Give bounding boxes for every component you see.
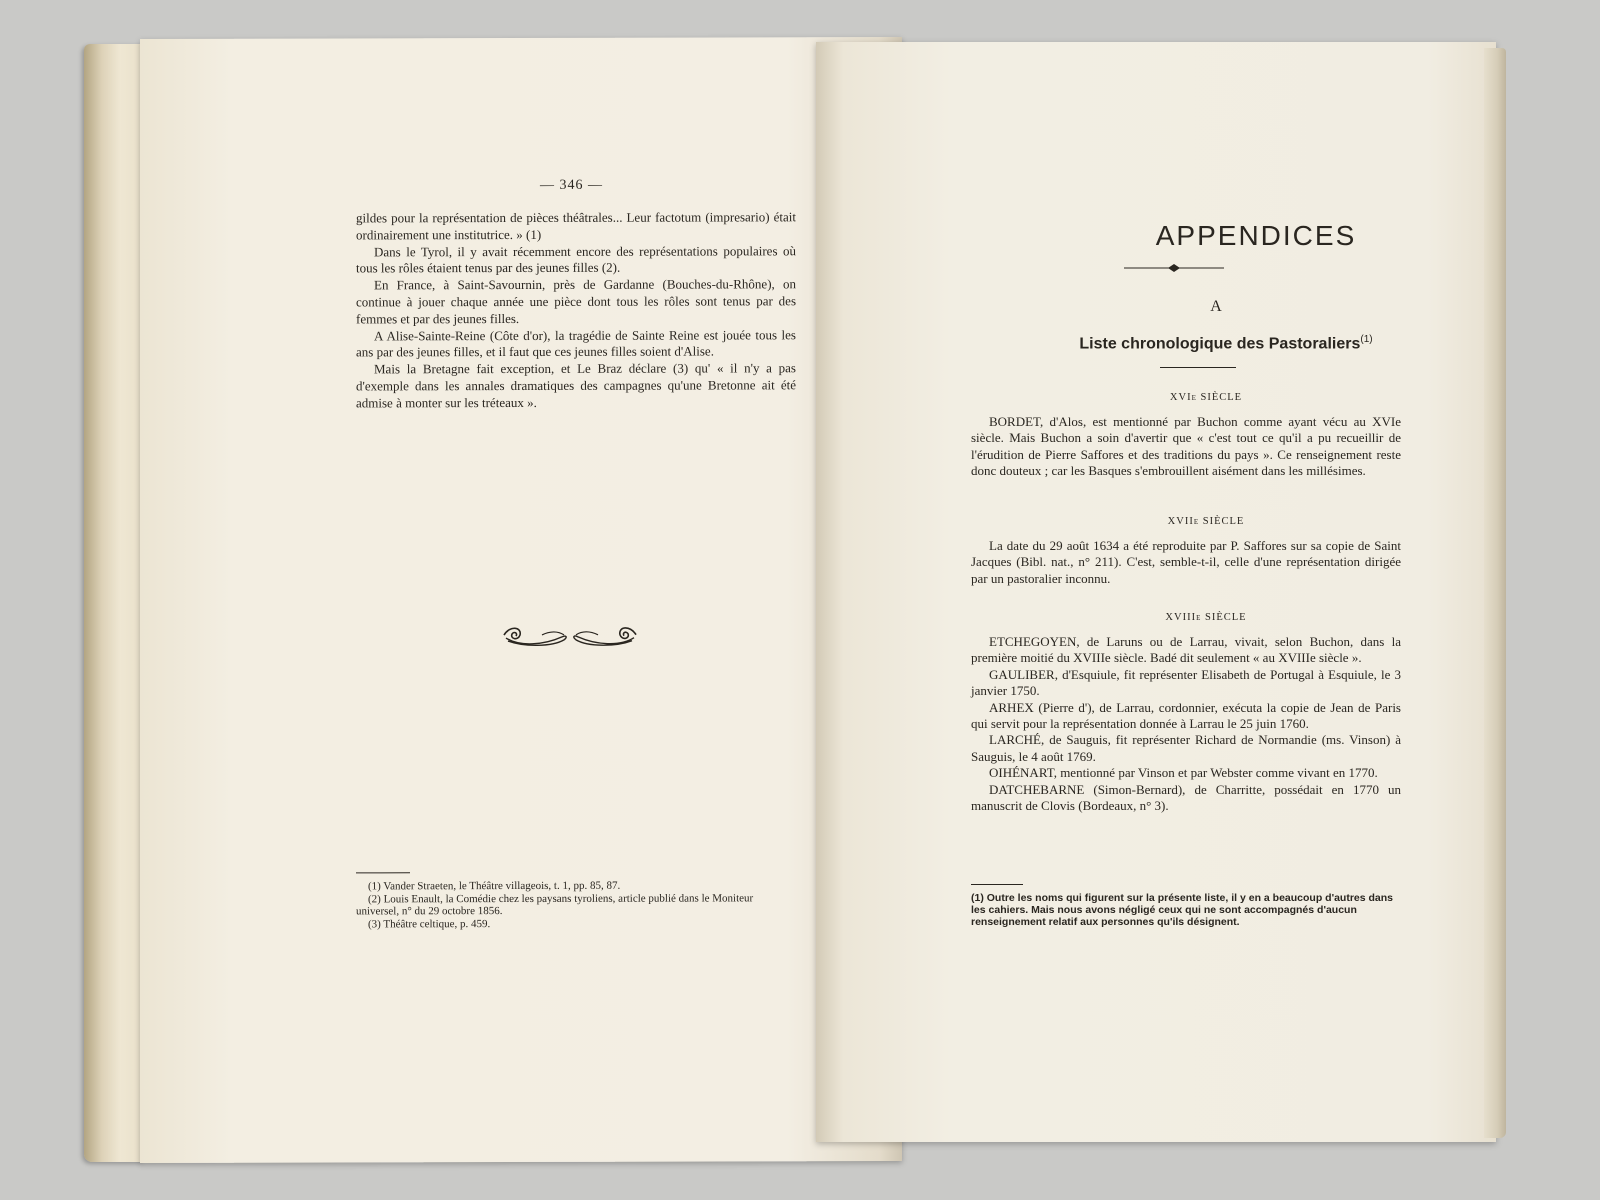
footnote: (1) Outre les noms qui figurent sur la présente liste, il y en a beaucoup d'autres dans les cahiers. Mais nous avons négligé ceux qui ne sont accompagnés d'aucun renseignement relatif aux personnes qu'ils désignent. [971, 892, 1394, 928]
page-number: — 346 — [540, 177, 603, 193]
right-page [816, 42, 1496, 1142]
right-footnote [971, 892, 1401, 928]
footnote-rule [971, 884, 1023, 885]
left-body-text [356, 209, 796, 412]
left-footnotes [356, 879, 796, 930]
century-text [971, 414, 1401, 480]
century-heading: XVIIe SIÈCLE [1167, 516, 1245, 527]
page-edges-right [1484, 48, 1506, 1138]
paragraph: La date du 29 août 1634 a été reproduite par P. Saffores sur sa copie de Saint Jacques (Bibl. nat., n° 211). C'est, semble-t-il, celle d'une représentation dirigée par un pastoralier inconnu. [971, 538, 1401, 586]
open-book [84, 38, 1516, 1168]
century-heading: XVIe SIÈCLE [1169, 392, 1243, 403]
paragraph: BORDET, d'Alos, est mentionné par Buchon comme ayant vécu au XVIe siècle. Mais Buchon a soin d'avertir que « c'est tout ce qu'il a pu recueillir de l'érudition de Pierre Saffores et des traditions du pays ». Ce renseignement reste donc douteux ; car les Basques s'embrouillent aisément dans les millésimes. [971, 414, 1401, 479]
footnote: (2) Louis Enault, la Comédie chez les paysans tyroliens, article publié dans le Moniteur universel, n° du 29 octobre 1856. [356, 891, 754, 918]
page-edges-left [84, 44, 144, 1162]
paragraph: LARCHÉ, de Sauguis, fit représenter Richard de Normandie (ms. Vinson) à Sauguis, le 4 août 1769. [971, 732, 1401, 764]
century-text [971, 634, 1401, 814]
scroll-ornament-icon [500, 623, 640, 653]
list-title [946, 334, 1506, 353]
appendices-heading: APPENDICES [1155, 220, 1357, 251]
footnote: (1) Vander Straeten, le Théâtre villageois, t. 1, pp. 85, 87. [368, 879, 621, 893]
paragraph: En France, à Saint-Savournin, près de Gardanne (Bouches-du-Rhône), on continue à jouer chaque année une pièce dont tous les rôles sont tenus par des femmes et par des jeunes filles. [356, 276, 796, 327]
paragraph: Dans le Tyrol, il y avait récemment encore des représentations populaires où tous les rôles étaient tenus par des jeunes filles (2). [356, 242, 796, 276]
century-heading: XVIIIe SIÈCLE [1165, 612, 1247, 623]
paragraph: ARHEX (Pierre d'), de Larrau, cordonnier, exécuta la copie de Jean de Paris qui servit pour la représentation donnée à Larrau le 25 juin 1760. [971, 699, 1401, 732]
section-letter: A [1210, 298, 1222, 315]
paragraph: GAULIBER, d'Esquiule, fit représenter Elisabeth de Portugal à Esquiule, le 3 janvier 1750. [971, 666, 1401, 699]
footnote-marker: (1) [1360, 334, 1373, 345]
paragraph: A Alise-Sainte-Reine (Côte d'or), la tragédie de Sainte Reine est jouée tous les ans par des jeunes filles, et il faut que ces jeunes filles soient d'Alise. [356, 326, 796, 360]
title-rule [1160, 367, 1236, 368]
paragraph: Mais la Bretagne fait exception, et Le Braz déclare (3) qu' « il n'y a pas d'exemple dans les annales dramatiques des campagnes qu'une Bretonne ait été admise à monter sur les tréteaux ». [356, 360, 796, 411]
paragraph: DATCHEBARNE (Simon-Bernard), de Charritte, possédait en 1770 un manuscrit de Clovis (Bordeaux, n° 3). [971, 781, 1401, 814]
list-title-text: Liste chronologique des Pastoraliers [1079, 335, 1361, 353]
paragraph: ETCHEGOYEN, de Laruns ou de Larrau, vivait, selon Buchon, dans la première moitié du XVIIIe siècle. Badé dit seulement « au XVIIIe siècle ». [971, 634, 1401, 666]
diamond-rule-icon [1124, 262, 1224, 274]
footnote: (3) Théâtre celtique, p. 459. [368, 917, 491, 930]
left-page [140, 37, 902, 1163]
paragraph: gildes pour la représentation de pièces théâtrales... Leur factotum (impresario) était ordinairement une institutrice. » (1) [356, 209, 796, 243]
footnote-rule [356, 872, 410, 873]
paragraph: OIHÉNART, mentionné par Vinson et par Webster comme vivant en 1770. [989, 765, 1378, 781]
century-text [971, 538, 1401, 587]
